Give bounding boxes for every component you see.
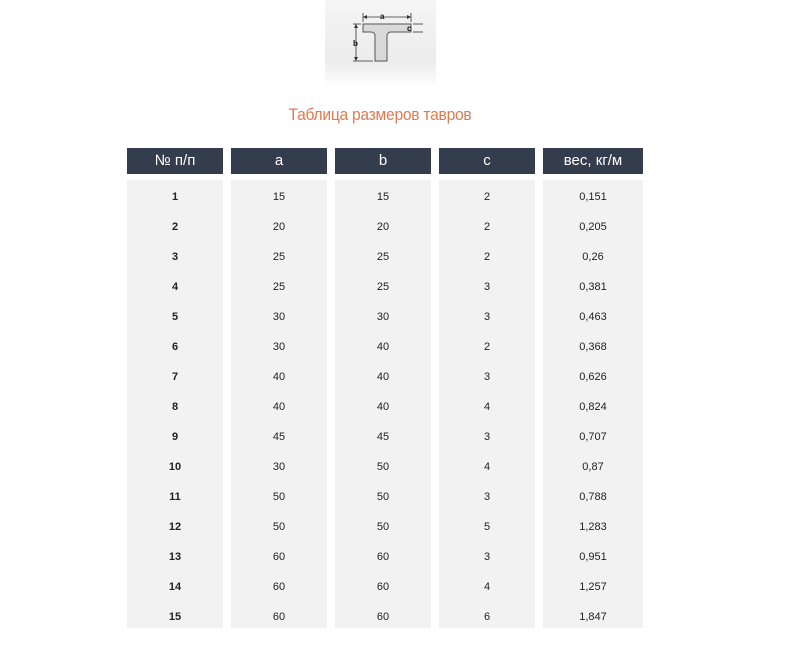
table-cell: 0,951 xyxy=(579,551,607,563)
table-cell: 6 xyxy=(483,611,491,623)
column-body xyxy=(231,180,327,628)
table-cell: 40 xyxy=(376,341,390,353)
column-b xyxy=(335,148,431,628)
table-cell: 1,283 xyxy=(579,521,607,533)
table-cell: 50 xyxy=(272,521,286,533)
table-cell: 0,707 xyxy=(579,431,607,443)
table-cell: 3 xyxy=(483,431,491,443)
table-cell: 30 xyxy=(376,311,390,323)
table-cell: 1,257 xyxy=(579,581,607,593)
table-cell: 0,26 xyxy=(582,251,604,263)
table-cell: 2 xyxy=(483,221,491,233)
table-cell: 13 xyxy=(168,551,182,563)
table-cell: 30 xyxy=(272,341,286,353)
header-number: № п/п xyxy=(127,148,223,174)
table-cell: 4 xyxy=(483,401,491,413)
table-cell: 1 xyxy=(171,191,179,203)
t-beam-diagram xyxy=(325,0,436,88)
column-body xyxy=(335,180,431,628)
table-cell: 50 xyxy=(376,521,390,533)
table-cell: 0,205 xyxy=(579,221,607,233)
table-cell: 10 xyxy=(168,461,182,473)
table-cell: 60 xyxy=(376,551,390,563)
header-weight: вес, кг/м xyxy=(543,148,643,174)
table-cell: 50 xyxy=(272,491,286,503)
svg-text:b: b xyxy=(353,39,358,48)
header-b: b xyxy=(335,148,431,174)
header-a: a xyxy=(231,148,327,174)
table-cell: 4 xyxy=(483,461,491,473)
table-cell: 30 xyxy=(272,461,286,473)
table-cell: 60 xyxy=(272,551,286,563)
table-cell: 3 xyxy=(483,551,491,563)
table-cell: 50 xyxy=(376,491,390,503)
table-cell: 60 xyxy=(272,581,286,593)
column-a xyxy=(231,148,327,628)
column-body xyxy=(439,180,535,628)
column-weight xyxy=(543,148,643,628)
table-cell: 0,463 xyxy=(579,311,607,323)
table-cell: 40 xyxy=(272,371,286,383)
table-cell: 4 xyxy=(171,281,179,293)
table-cell: 5 xyxy=(483,521,491,533)
column-body xyxy=(543,180,643,628)
table-cell: 11 xyxy=(169,491,181,503)
svg-text:a: a xyxy=(380,12,385,21)
table-cell: 30 xyxy=(272,311,286,323)
table-cell: 0,87 xyxy=(582,461,604,473)
table-cell: 2 xyxy=(483,191,491,203)
table-cell: 20 xyxy=(272,221,286,233)
table-cell: 12 xyxy=(168,521,182,533)
table-cell: 45 xyxy=(272,431,286,443)
svg-text:c: c xyxy=(407,24,412,33)
table-cell: 0,626 xyxy=(579,371,607,383)
table-cell: 3 xyxy=(483,311,491,323)
table-cell: 25 xyxy=(376,251,390,263)
table-cell: 25 xyxy=(376,281,390,293)
table-cell: 7 xyxy=(171,371,179,383)
column-body xyxy=(127,180,223,628)
table-cell: 3 xyxy=(483,491,491,503)
t-beam-profile-diagram-icon xyxy=(325,0,436,88)
table-cell: 15 xyxy=(272,191,286,203)
table-cell: 0,788 xyxy=(579,491,607,503)
table-cell: 0,151 xyxy=(579,191,607,203)
table-cell: 50 xyxy=(376,461,390,473)
table-cell: 0,824 xyxy=(579,401,607,413)
header-c: c xyxy=(439,148,535,174)
table-cell: 0,368 xyxy=(579,341,607,353)
table-cell: 2 xyxy=(171,221,179,233)
table-cell: 40 xyxy=(376,371,390,383)
table-cell: 60 xyxy=(376,581,390,593)
column-c xyxy=(439,148,535,628)
table-cell: 4 xyxy=(483,581,491,593)
table-cell: 0,381 xyxy=(579,281,607,293)
table-cell: 9 xyxy=(171,431,179,443)
table-cell: 25 xyxy=(272,251,286,263)
table-cell: 3 xyxy=(483,281,491,293)
table-cell: 15 xyxy=(376,191,390,203)
table-cell: 14 xyxy=(168,581,182,593)
table-cell: 40 xyxy=(272,401,286,413)
table-cell: 3 xyxy=(171,251,179,263)
table-cell: 8 xyxy=(171,401,179,413)
table-cell: 2 xyxy=(483,251,491,263)
column-number xyxy=(127,148,223,628)
table-cell: 5 xyxy=(171,311,179,323)
table-cell: 20 xyxy=(376,221,390,233)
table-cell: 2 xyxy=(483,341,491,353)
table-cell: 1,847 xyxy=(579,611,607,623)
table-cell: 45 xyxy=(376,431,390,443)
table-cell: 3 xyxy=(483,371,491,383)
table-cell: 40 xyxy=(376,401,390,413)
table-cell: 25 xyxy=(272,281,286,293)
table-cell: 15 xyxy=(168,611,182,623)
table-cell: 60 xyxy=(272,611,286,623)
table-cell: 60 xyxy=(376,611,390,623)
page-title: Таблица размеров тавров xyxy=(288,105,472,124)
table-cell: 6 xyxy=(171,341,179,353)
